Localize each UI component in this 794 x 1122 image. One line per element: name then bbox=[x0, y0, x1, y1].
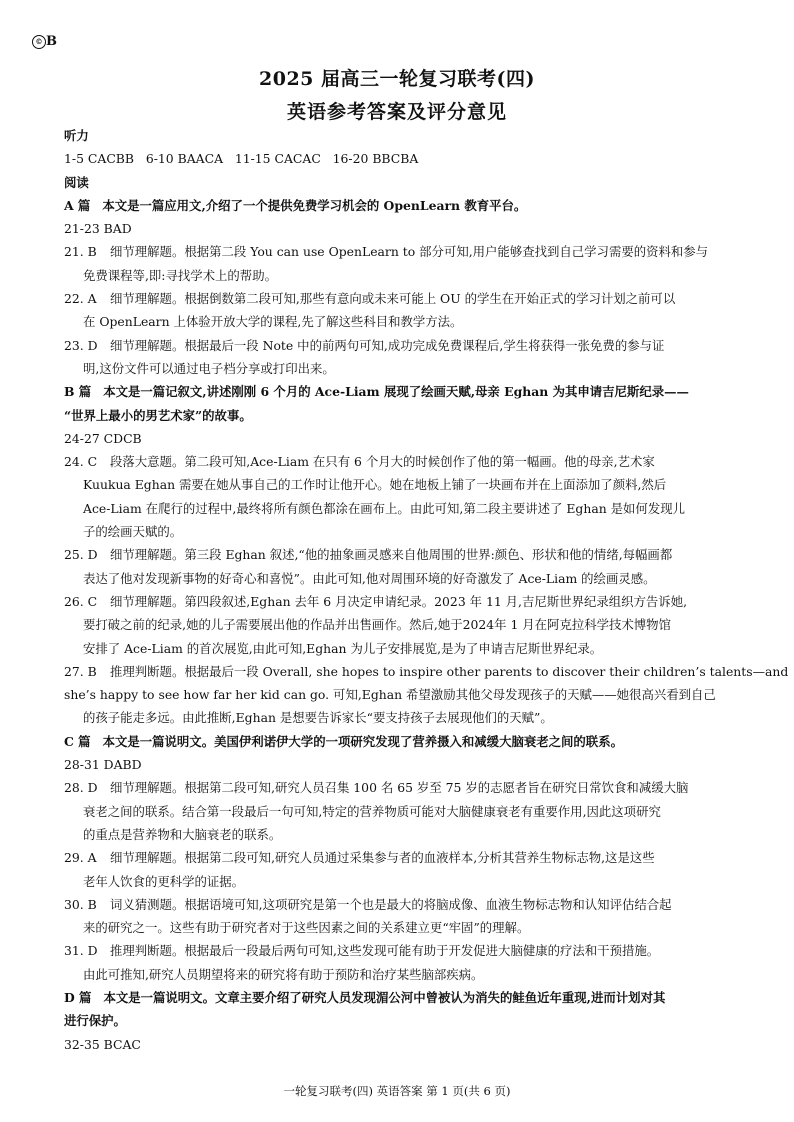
question-number: 21. B bbox=[64, 244, 97, 260]
explanation-line: 推理判断题。根据最后一段最后两句可知,这些发现可能有助于开发促进大脑健康的疗法和干预措施。 bbox=[110, 943, 660, 959]
passage-b-summary-cont: “世界上最小的男艺术家”的故事。 bbox=[64, 407, 252, 423]
explanation-line: 细节理解题。根据第二段可知,研究人员通过采集参与者的血液样本,分析其营养生物标志物,这是这些 bbox=[110, 850, 655, 866]
passage-c-summary bbox=[64, 730, 734, 753]
explanation-line: 表达了他对发现新事物的好奇心和喜悦”。由此可知,他对周围环境的好奇激发了 Ace-Liam 的绘画灵感。 bbox=[83, 570, 656, 586]
passage-c-label: C 篇 bbox=[64, 733, 91, 749]
explanation-line: 由此可推知,研究人员期望将来的研究将有助于预防和治疗某些脑部疾病。 bbox=[83, 966, 484, 982]
explanation-line: 衰老之间的联系。结合第一段最后一句可知,特定的营养物质可能对大脑健康衰老有重要作用,因此这项研究 bbox=[83, 803, 661, 819]
listening-heading: 听力 bbox=[64, 128, 89, 143]
question-number: 24. C bbox=[64, 454, 98, 470]
question-22 bbox=[64, 287, 734, 334]
explanation-line: Ace-Liam 在爬行的过程中,最终将所有颜色都涂在画布上。由此可知,第二段主要讲述了 Eghan 是如何发现儿 bbox=[83, 500, 685, 516]
question-number: 25. D bbox=[64, 547, 98, 563]
question-31 bbox=[64, 939, 734, 986]
explanation-line: 的重点是营养物和大脑衰老的联系。 bbox=[83, 826, 282, 842]
question-30 bbox=[64, 893, 734, 940]
passage-d-summary bbox=[64, 986, 734, 1009]
question-25 bbox=[64, 543, 734, 590]
explanation-line: 明,这份文件可以通过电子档分享或打印出来。 bbox=[83, 360, 335, 376]
question-23 bbox=[64, 334, 734, 381]
explanation-line: 细节理解题。根据倒数第二段可知,那些有意向或未来可能上 OU 的学生在开始正式的学习计划之前可以 bbox=[110, 291, 676, 307]
explanation-line: 要打破之前的纪录,她的儿子需要展出他的作品并出售画作。然后,她于2024年 1 月在阿克拉科学技术博物馆 bbox=[83, 617, 671, 633]
explanation-line: 细节理解题。第四段叙述,Eghan 去年 6 月决定申请纪录。2023 年 11 月,吉尼斯世界纪录组织方告诉她, bbox=[110, 593, 688, 609]
passage-c-answers: 28-31 DABD bbox=[64, 757, 142, 773]
question-number: 30. B bbox=[64, 896, 97, 912]
reading-heading: 阅读 bbox=[64, 174, 89, 190]
logo-circle-mark: © bbox=[32, 35, 46, 49]
passage-a-answers: 21-23 BAD bbox=[64, 221, 132, 237]
explanation-line: 在 OpenLearn 上体验开放大学的课程,先了解这些科目和教学方法。 bbox=[83, 314, 463, 330]
question-29 bbox=[64, 846, 734, 893]
explanation-line: 老年人饮食的更科学的证据。 bbox=[83, 873, 245, 889]
explanation-line: 词义猜测题。根据语境可知,这项研究是第一个也是最大的将脑成像、血液生物标志物和认知评估结合起 bbox=[110, 896, 672, 912]
publisher-logo bbox=[32, 34, 57, 49]
question-number: 23. D bbox=[64, 337, 98, 353]
passage-c-summary-text: 本文是一篇说明文。美国伊利诺伊大学的一项研究发现了营养摄入和减缓大脑衰老之间的联系。 bbox=[102, 733, 623, 749]
passage-d-label: D 篇 bbox=[64, 989, 92, 1005]
explanation-line: 推理判断题。根据最后一段 Overall, she hopes to inspire other parents to discover their children’s talents—and bbox=[110, 663, 789, 679]
question-number: 26. C bbox=[64, 593, 98, 609]
question-24 bbox=[64, 450, 734, 543]
question-number: 22. A bbox=[64, 291, 97, 307]
page-footer: 一轮复习联考(四) 英语答案 第 1 页(共 6 页) bbox=[283, 1084, 511, 1098]
explanation-line: 子的绘画天赋的。 bbox=[83, 524, 183, 540]
logo-letter: B bbox=[46, 34, 57, 49]
question-21 bbox=[64, 240, 734, 287]
passage-d-summary-cont: 进行保护。 bbox=[64, 1013, 126, 1029]
question-27 bbox=[64, 660, 789, 730]
explanation-line: 免费课程等,即:寻找学术上的帮助。 bbox=[83, 267, 277, 283]
explanation-line: 的孩子能走多远。由此推断,Eghan 是想要告诉家长“要支持孩子去展现他们的天赋”。 bbox=[83, 710, 553, 726]
explanation-line: Kuukua Eghan 需要在她从事自己的工作时让他开心。她在地板上铺了一块画布并在上面添加了颜料,然后 bbox=[83, 477, 667, 493]
passage-d-answers: 32-35 BCAC bbox=[64, 1036, 141, 1052]
question-28 bbox=[64, 776, 734, 846]
passage-a-summary bbox=[64, 194, 734, 217]
exam-title: 2025 届高三一轮复习联考(四) bbox=[259, 68, 535, 90]
passage-d-summary-text: 本文是一篇说明文。文章主要介绍了研究人员发现湄公河中曾被认为消失的鲑鱼近年重现,进而计划对其 bbox=[103, 989, 666, 1005]
passage-b-summary-text: 本文是一篇记叙文,讲述刚刚 6 个月的 Ace-Liam 展现了绘画天赋,母亲 Eghan 为其申请吉尼斯纪录—— bbox=[103, 384, 689, 400]
passage-b-summary bbox=[64, 380, 734, 403]
explanation-line: 细节理解题。第三段 Eghan 叙述,“他的抽象画灵感来自他周围的世界:颜色、形状和他的情绪,每幅画都 bbox=[110, 547, 673, 563]
listening-answers: 1-5 CACBB 6-10 BAACA 11-15 CACAC 16-20 BBCBA bbox=[64, 151, 419, 167]
explanation-line: 细节理解题。根据第二段可知,研究人员召集 100 名 65 岁至 75 岁的志愿者旨在研究日常饮食和减缓大脑 bbox=[110, 780, 689, 796]
explanation-line: 来的研究之一。这些有助于研究者对于这些因素之间的关系建立更“牢固”的理解。 bbox=[83, 920, 530, 936]
question-number: 29. A bbox=[64, 850, 97, 866]
explanation-line: she’s happy to see how far her kid can go. 可知,Eghan 希望激励其他父母发现孩子的天赋——她很高兴看到自己 bbox=[64, 687, 716, 703]
explanation-line: 细节理解题。根据第二段 You can use OpenLearn to 部分可知,用户能够查找到自己学习需要的资料和参与 bbox=[110, 244, 709, 260]
question-number: 27. B bbox=[64, 663, 97, 679]
passage-a-summary-text: 本文是一篇应用文,介绍了一个提供免费学习机会的 OpenLearn 教育平台。 bbox=[102, 197, 527, 213]
passage-b-label: B 篇 bbox=[64, 384, 92, 400]
passage-a-label: A 篇 bbox=[64, 197, 91, 213]
explanation-line: 安排了 Ace-Liam 的首次展览,由此可知,Eghan 为儿子安排展览,是为了申请吉尼斯世界纪录。 bbox=[83, 640, 603, 656]
question-26 bbox=[64, 590, 734, 660]
explanation-line: 细节理解题。根据最后一段 Note 中的前两句可知,成功完成免费课程后,学生将获得一张免费的参与证 bbox=[110, 337, 665, 353]
question-number: 31. D bbox=[64, 943, 98, 959]
explanation-line: 段落大意题。第二段可知,Ace-Liam 在只有 6 个月大的时候创作了他的第一幅画。他的母亲,艺术家 bbox=[110, 454, 655, 470]
content-body bbox=[64, 124, 789, 1056]
passage-b-answers: 24-27 CDCB bbox=[64, 430, 142, 446]
document-subtitle: 英语参考答案及评分意见 bbox=[286, 101, 507, 123]
question-number: 28. D bbox=[64, 780, 98, 796]
